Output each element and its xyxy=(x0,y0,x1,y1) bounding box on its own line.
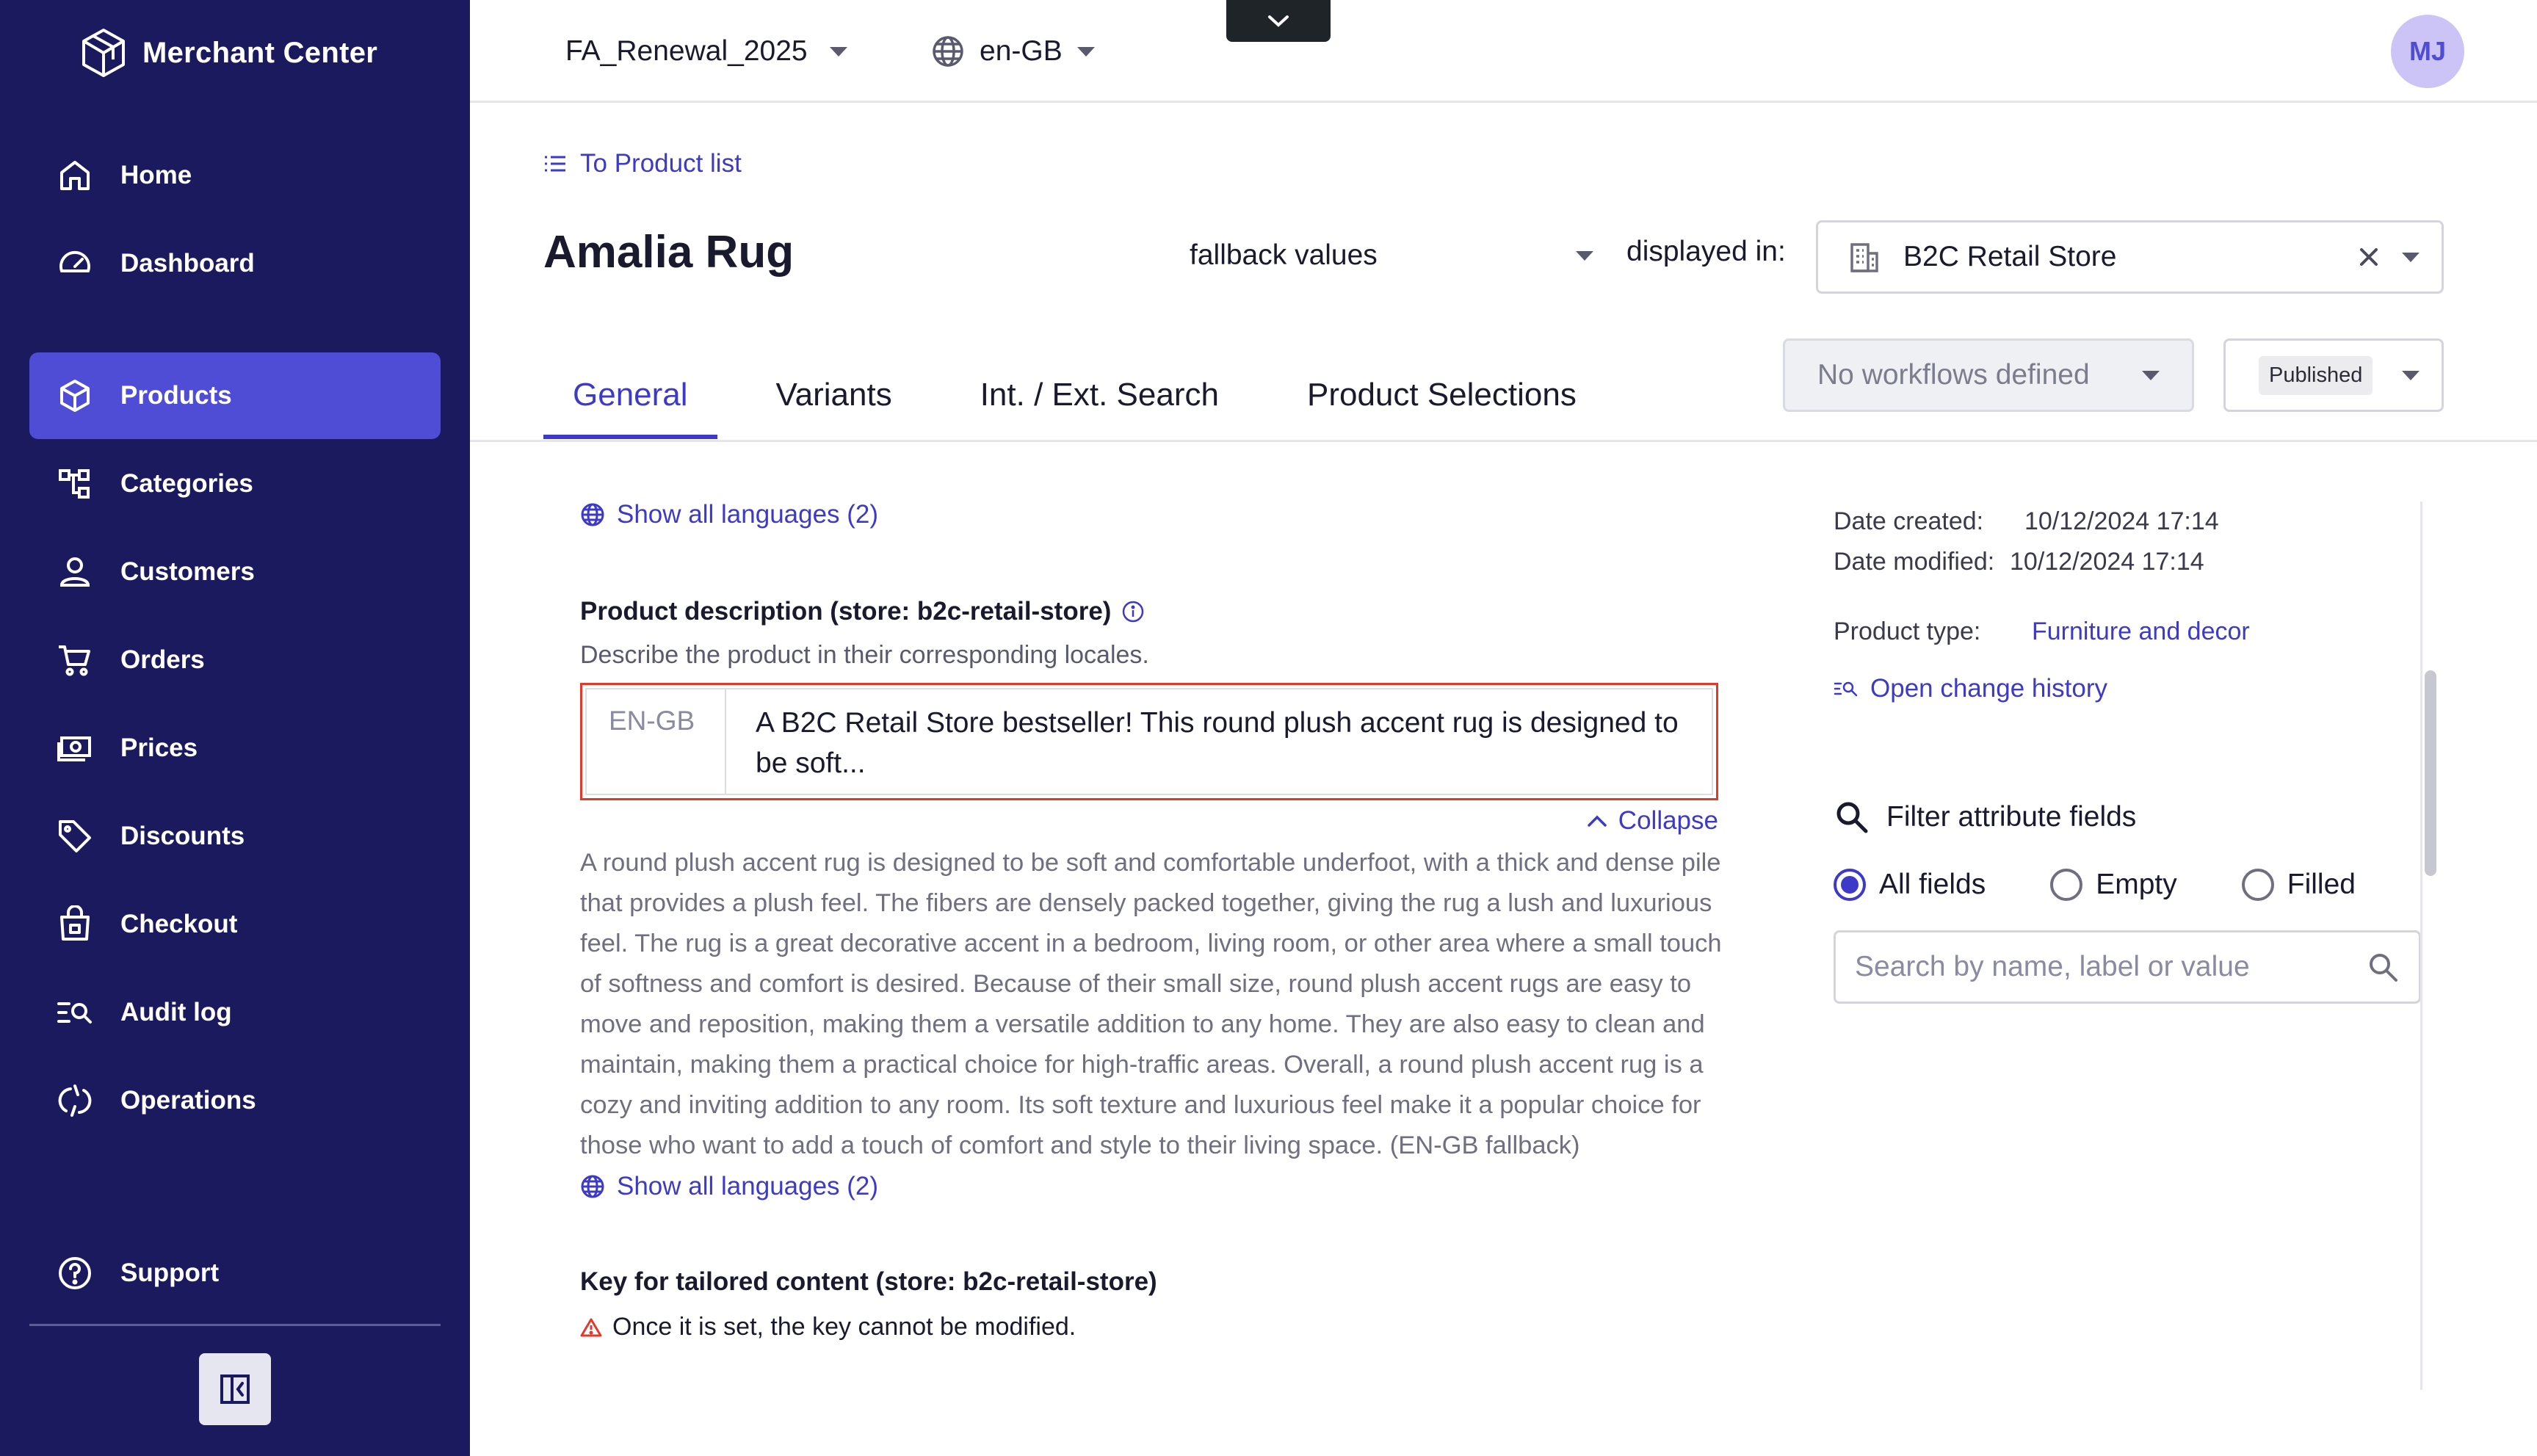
brand[interactable] xyxy=(81,26,377,79)
info-icon[interactable] xyxy=(1121,600,1145,623)
sidebar-item-operations[interactable] xyxy=(29,1057,441,1144)
sidebar-item-discounts[interactable] xyxy=(29,793,441,880)
caret-down-icon xyxy=(1576,251,1593,261)
sidebar-item-label: Audit log xyxy=(120,998,232,1026)
sidebar-item-label: Checkout xyxy=(120,910,238,938)
sidebar-item-checkout[interactable] xyxy=(29,881,441,968)
sidebar-item-label: Dashboard xyxy=(120,249,255,278)
cart-icon xyxy=(56,641,94,679)
main-content xyxy=(470,105,2537,1456)
help-circle-icon xyxy=(56,1254,94,1292)
show-all-languages-link[interactable] xyxy=(580,500,1726,529)
top-bar xyxy=(470,0,2537,103)
description-field-label: Product description (store: b2c-retail-store) xyxy=(580,597,1112,626)
status-select[interactable] xyxy=(2223,338,2444,412)
displayed-in-label: displayed in: xyxy=(1626,236,1786,267)
workflow-select[interactable] xyxy=(1783,338,2194,412)
back-to-product-list-link[interactable] xyxy=(543,149,742,178)
store-select[interactable] xyxy=(1816,220,2444,294)
sidebar-item-home[interactable] xyxy=(29,132,441,219)
product-type-label: Product type: xyxy=(1834,617,1981,645)
fallback-select-value: fallback values xyxy=(1190,239,1378,271)
date-modified-row xyxy=(1834,542,2436,582)
user-icon xyxy=(56,553,94,591)
sidebar-item-customers[interactable] xyxy=(29,529,441,615)
sidebar-item-label: Customers xyxy=(120,557,255,586)
collapse-label: Collapse xyxy=(1618,806,1718,835)
globe-icon xyxy=(580,502,605,527)
date-created-value: 10/12/2024 17:14 xyxy=(2024,507,2219,535)
sidebar-item-label: Discounts xyxy=(120,822,245,850)
store-select-value: B2C Retail Store xyxy=(1903,241,2117,272)
radio-empty[interactable] xyxy=(2050,869,2177,901)
show-all-languages-link[interactable] xyxy=(580,1172,1726,1201)
tab-search[interactable]: Int. / Ext. Search xyxy=(980,377,1219,413)
attribute-search-field[interactable] xyxy=(1834,930,2421,1004)
radio-button[interactable] xyxy=(2242,869,2274,901)
details-panel xyxy=(1834,501,2436,1004)
key-field-warning-text: Once it is set, the key cannot be modified. xyxy=(612,1313,1076,1341)
filter-title xyxy=(1834,799,2436,836)
sidebar-item-label: Home xyxy=(120,161,192,189)
key-field-label: Key for tailored content (store: b2c-retail-store) xyxy=(580,1267,1157,1296)
chevron-down-icon xyxy=(1265,13,1292,29)
attributes-form xyxy=(580,472,1726,1456)
caret-down-icon xyxy=(2402,371,2420,380)
sidebar-item-label: Prices xyxy=(120,734,198,762)
locale-switcher[interactable] xyxy=(931,28,1095,75)
cube-icon xyxy=(56,377,94,415)
project-switcher[interactable] xyxy=(565,28,847,75)
radio-label: All fields xyxy=(1879,869,1986,900)
description-field-title xyxy=(580,597,1726,626)
filter-radio-group xyxy=(1834,869,2436,901)
fallback-values-select[interactable] xyxy=(1190,233,1593,278)
tab-product-selections[interactable]: Product Selections xyxy=(1306,377,1577,413)
radio-all-fields[interactable] xyxy=(1834,869,1986,901)
attribute-search-input[interactable] xyxy=(1855,951,2354,983)
open-change-history-link[interactable] xyxy=(1834,674,2436,703)
sidebar-item-dashboard[interactable] xyxy=(29,220,441,307)
product-type-link[interactable]: Furniture and decor xyxy=(2032,617,2250,645)
radio-filled[interactable] xyxy=(2242,869,2356,901)
radio-label: Filled xyxy=(2287,869,2356,900)
history-link-label: Open change history xyxy=(1870,674,2107,703)
locale-value: en-GB xyxy=(980,35,1063,67)
sidebar-item-audit-log[interactable] xyxy=(29,969,441,1056)
product-type-row xyxy=(1834,612,2436,652)
page-title: Amalia Rug xyxy=(543,227,795,278)
scrollbar-track xyxy=(2420,501,2422,1390)
app-name: Merchant Center xyxy=(142,36,378,69)
sidebar-item-categories[interactable] xyxy=(29,441,441,527)
date-modified-value: 10/12/2024 17:14 xyxy=(2010,548,2204,576)
list-search-icon xyxy=(1834,678,1859,700)
expand-drawer-button[interactable] xyxy=(1226,0,1331,42)
sidebar-item-products[interactable] xyxy=(29,352,441,439)
tag-icon xyxy=(56,817,94,855)
list-icon xyxy=(543,154,567,173)
sidebar-item-label: Operations xyxy=(120,1086,256,1115)
sidebar-item-orders[interactable] xyxy=(29,617,441,703)
lock-bag-icon xyxy=(56,905,94,943)
radio-button[interactable] xyxy=(2050,869,2082,901)
project-name: FA_Renewal_2025 xyxy=(565,35,808,67)
localized-input-inner xyxy=(585,688,1713,795)
product-tabs xyxy=(543,377,1606,439)
caret-down-icon xyxy=(830,47,847,57)
show-languages-label: Show all languages (2) xyxy=(617,500,879,529)
description-field-hint: Describe the product in their corresponding locales. xyxy=(580,641,1149,669)
sidebar xyxy=(0,0,470,1456)
date-created-label: Date created: xyxy=(1834,507,1984,535)
tab-general[interactable]: General xyxy=(543,377,717,439)
building-icon xyxy=(1847,240,1881,274)
workflow-select-value: No workflows defined xyxy=(1817,359,2090,391)
back-link-label: To Product list xyxy=(580,149,742,178)
key-field-warning xyxy=(580,1313,1726,1341)
key-field-title xyxy=(580,1267,1726,1297)
sidebar-item-label: Support xyxy=(120,1258,220,1287)
avatar[interactable]: MJ xyxy=(2391,15,2464,88)
sidebar-divider xyxy=(29,1324,441,1326)
sidebar-item-label: Products xyxy=(120,381,232,410)
sidebar-item-support[interactable] xyxy=(29,1230,441,1316)
localized-description-input[interactable] xyxy=(580,683,1718,800)
caret-down-icon xyxy=(2142,371,2160,380)
globe-icon xyxy=(580,1174,605,1199)
scrollbar-thumb[interactable] xyxy=(2425,670,2436,876)
sidebar-item-prices[interactable] xyxy=(29,705,441,792)
fallback-description-text: A round plush accent rug is designed to be soft and comfortable underfoot, with a thick and dense pile that provides a plush feel. The fibers are densely packed together, giving the rug a lush and luxurious feel. The rug is a great decorative accent in a bedroom, living room, or other area where a small touch of softness and comfort is desired. Because of their small size, round plush accent rugs are easy to move and reposition, making them a versatile addition to any home. They are also easy to clean and maintain, making them a practical choice for high-traffic areas. Overall, a round plush accent rug is a cozy and inviting addition to any room. Its soft texture and luxurious feel make it a popular choice for those who want to add a touch of comfort and style to their living space. (EN-GB fallback) xyxy=(580,849,1722,1159)
caret-down-icon xyxy=(1077,47,1095,57)
tab-variants[interactable]: Variants xyxy=(775,377,892,413)
date-created-row xyxy=(1834,501,2436,542)
list-search-icon xyxy=(56,993,94,1032)
sidebar-collapse-icon xyxy=(217,1372,253,1407)
clear-icon[interactable] xyxy=(2358,246,2380,268)
sidebar-item-label: Orders xyxy=(120,645,205,674)
hierarchy-icon xyxy=(56,465,94,503)
caret-down-icon xyxy=(2402,253,2420,262)
show-languages-label: Show all languages (2) xyxy=(617,1172,879,1200)
sidebar-item-label: Categories xyxy=(120,469,253,498)
locale-tag: EN-GB xyxy=(587,689,726,794)
search-icon[interactable] xyxy=(2366,950,2400,984)
home-icon xyxy=(56,156,94,195)
globe-icon xyxy=(931,35,965,68)
radio-label: Empty xyxy=(2096,869,2177,900)
status-badge: Published xyxy=(2259,356,2373,395)
money-icon xyxy=(56,729,94,767)
collapse-link[interactable] xyxy=(580,806,1718,836)
merchant-center-logo-icon xyxy=(81,27,126,79)
tabs-divider xyxy=(470,440,2537,442)
filter-title-label: Filter attribute fields xyxy=(1886,801,2137,833)
description-value[interactable]: A B2C Retail Store bestseller! This round plush accent rug is designed to be soft... xyxy=(756,707,1679,779)
sync-icon xyxy=(56,1082,94,1120)
gauge-icon xyxy=(56,245,94,283)
radio-button-selected[interactable] xyxy=(1834,869,1866,901)
warning-icon xyxy=(580,1317,602,1338)
chevron-up-icon xyxy=(1586,814,1608,828)
search-icon xyxy=(1834,799,1870,836)
date-modified-label: Date modified: xyxy=(1834,548,1995,576)
collapse-sidebar-button[interactable] xyxy=(199,1353,271,1425)
